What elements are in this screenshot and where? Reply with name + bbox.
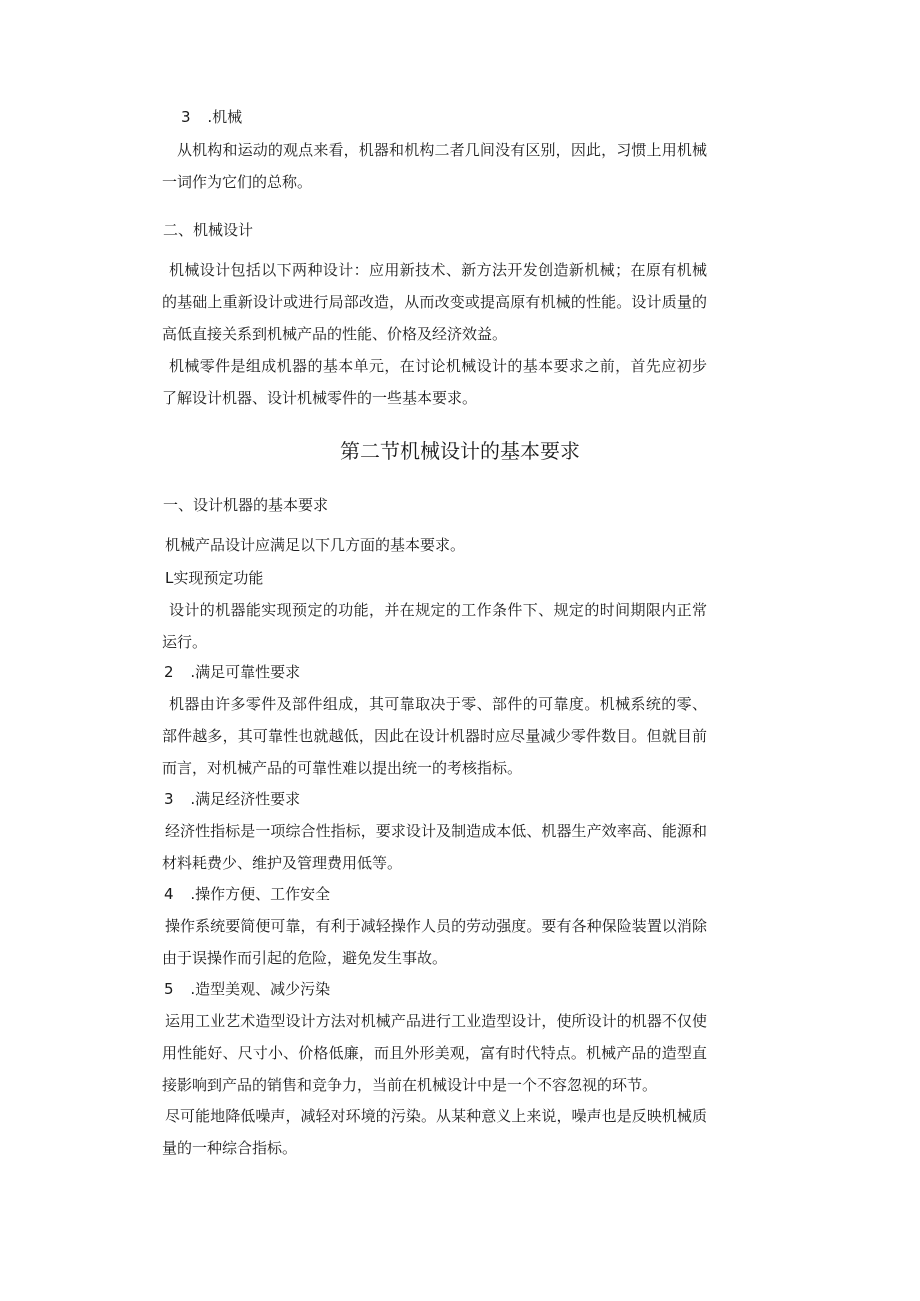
requirement-5-heading	[164, 979, 330, 999]
section-heading-mechanical-design: 二、机械设计	[163, 221, 254, 239]
requirement-4-heading	[164, 884, 330, 904]
paragraph-machinery: 从机构和运动的观点来看，机器和机构二者几间没有区别，因此，习惯上用机械一词作为它们的总称。	[162, 141, 707, 191]
heading-text: .满足经济性要求	[190, 790, 301, 808]
section-title: 第二节机械设计的基本要求	[340, 439, 580, 463]
requirement-5-body-2: 尽可能地降低噪声，减轻对环境的污染。从某种意义上来说，噪声也是反映机械质量的一种综合指标。	[162, 1107, 707, 1157]
requirement-3-body: 经济性指标是一项综合性指标，要求设计及制造成本低、机器生产效率高、能源和材料耗费少、维护及管理费用低等。	[162, 822, 707, 872]
requirement-2-body: 机器由许多零件及部件组成，其可靠取决于零、部件的可靠度。机械系统的零、部件越多，其可靠性也就越低，因此在设计机器时应尽量减少零件数目。但就目前而言，对机械产品的可靠性难以提出统一的考核指标。	[162, 695, 707, 777]
heading-text: .操作方便、工作安全	[190, 885, 331, 903]
requirement-4-body: 操作系统要简便可靠，有利于减轻操作人员的劳动强度。要有各种保险装置以消除由于误操作而引起的危险，避免发生事故。	[162, 917, 707, 967]
heading-number: 2	[164, 663, 174, 681]
heading-number: 5	[164, 980, 174, 998]
subsection-heading-3	[181, 107, 242, 127]
paragraph-mechanical-design-2: 机械零件是组成机器的基本单元，在讨论机械设计的基本要求之前，首先应初步了解设计机器、设计机械零件的一些基本要求。	[162, 357, 707, 407]
heading-number: 3	[181, 108, 191, 126]
heading-number: 3	[164, 790, 174, 808]
requirement-3-heading	[164, 789, 300, 809]
heading-number: 4	[164, 885, 174, 903]
paragraph-requirements-intro: 机械产品设计应满足以下几方面的基本要求。	[165, 536, 466, 554]
requirement-1-body: 设计的机器能实现预定的功能，并在规定的工作条件下、规定的时间期限内正常运行。	[162, 601, 707, 651]
heading-text: .造型美观、减少污染	[190, 980, 331, 998]
requirement-1-heading: L实现预定功能	[165, 569, 264, 587]
paragraph-mechanical-design-1: 机械设计包括以下两种设计：应用新技术、新方法开发创造新机械；在原有机械的基础上重新设计或进行局部改造，从而改变或提高原有机械的性能。设计质量的高低直接关系到机械产品的性能、价格及经济效益。	[162, 261, 707, 343]
heading-text: .机械	[207, 108, 243, 126]
requirement-2-heading	[164, 662, 300, 682]
requirement-5-body-1: 运用工业艺术造型设计方法对机械产品进行工业造型设计，使所设计的机器不仅使用性能好、尺寸小、价格低廉，而且外形美观，富有时代特点。机械产品的造型直接影响到产品的销售和竞争力，当前在机械设计中是一个不容忽视的环节。	[162, 1012, 707, 1094]
heading-text: .满足可靠性要求	[190, 663, 301, 681]
heading-basic-requirements: 一、设计机器的基本要求	[163, 496, 329, 514]
